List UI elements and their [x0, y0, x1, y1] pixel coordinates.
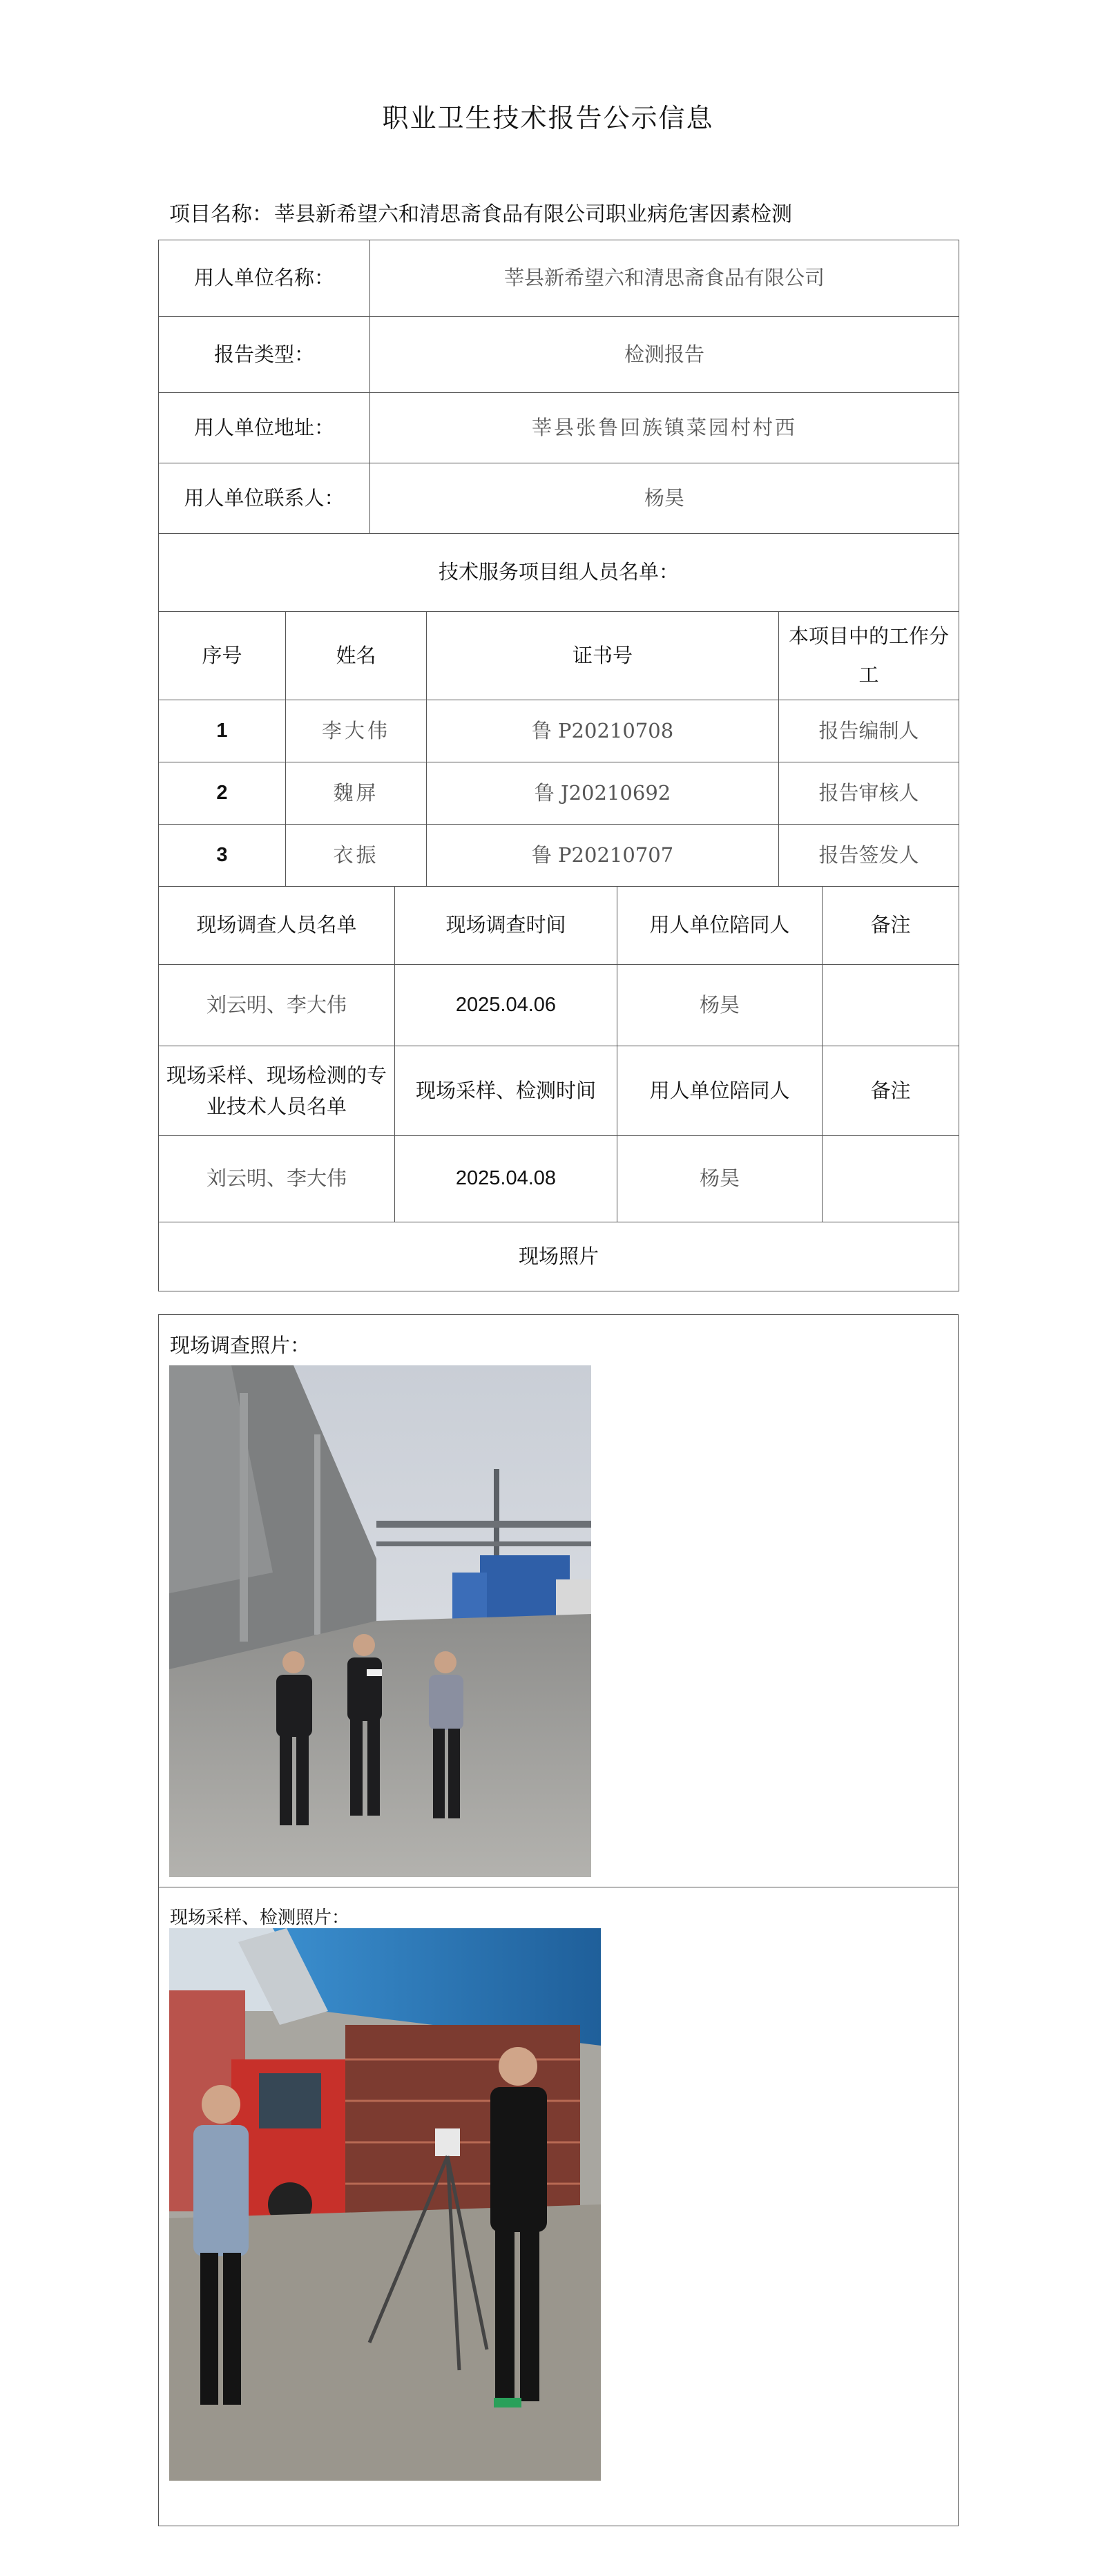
table-row [159, 825, 959, 887]
table-row [159, 534, 959, 612]
table-header-row [159, 1046, 959, 1136]
photos-box [158, 1314, 959, 2526]
contact-value: 杨昊 [370, 463, 959, 534]
survey-note [823, 965, 959, 1046]
sampling-header-date: 现场采样、检测时间 [395, 1046, 617, 1136]
staff-name: 衣振 [286, 825, 427, 887]
staff-no: 2 [159, 762, 286, 825]
sampling-people: 刘云明、李大伟 [159, 1136, 395, 1222]
report-type-label: 报告类型： [159, 317, 370, 393]
staff-section-title: 技术服务项目组人员名单： [159, 534, 959, 612]
survey-header-date: 现场调查时间 [395, 887, 617, 965]
staff-header-cert: 证书号 [427, 612, 779, 700]
survey-header-companion: 用人单位陪同人 [617, 887, 823, 965]
staff-role: 报告审核人 [779, 762, 959, 825]
table-row [159, 700, 959, 762]
survey-header-people: 现场调查人员名单 [159, 887, 395, 965]
staff-role: 报告编制人 [779, 700, 959, 762]
staff-header-no: 序号 [159, 612, 286, 700]
survey-table [158, 886, 959, 1291]
staff-table [158, 611, 959, 887]
staff-cert: 鲁 P20210708 [427, 700, 779, 762]
contact-label: 用人单位联系人： [159, 463, 370, 534]
report-type-value: 检测报告 [370, 317, 959, 393]
photos-section-title: 现场照片 [159, 1222, 959, 1291]
staff-role: 报告签发人 [779, 825, 959, 887]
employer-name-label: 用人单位名称： [159, 240, 370, 317]
table-row [159, 762, 959, 825]
project-name-line [169, 197, 792, 227]
staff-header-name: 姓名 [286, 612, 427, 700]
survey-people: 刘云明、李大伟 [159, 965, 395, 1046]
page-title: 职业卫生技术报告公示信息 [382, 103, 714, 133]
staff-no: 3 [159, 825, 286, 887]
project-name-label: 项目名称： [169, 202, 273, 227]
sampling-note [823, 1136, 959, 1222]
sampling-photo-caption: 现场采样、检测照片： [170, 1907, 350, 1928]
employer-info-table [158, 240, 959, 612]
staff-header-role: 本项目中的工作分工 [779, 612, 959, 700]
table-row [159, 240, 959, 317]
table-row [159, 1136, 959, 1222]
staff-cert: 鲁 P20210707 [427, 825, 779, 887]
employer-name-value: 莘县新希望六和清思斋食品有限公司 [370, 240, 959, 317]
survey-header-note: 备注 [823, 887, 959, 965]
table-row [159, 965, 959, 1046]
sampling-date: 2025.04.08 [395, 1136, 617, 1222]
table-row [159, 463, 959, 534]
address-label: 用人单位地址： [159, 393, 370, 463]
staff-name: 李大伟 [286, 700, 427, 762]
sampling-header-people: 现场采样、现场检测的专业技术人员名单 [159, 1046, 395, 1136]
table-row [159, 1222, 959, 1291]
sampling-header-note: 备注 [823, 1046, 959, 1136]
sampling-photo [169, 1928, 601, 2481]
survey-photo [169, 1365, 591, 1877]
table-header-row [159, 612, 959, 700]
address-value: 莘县张鲁回族镇菜园村村西 [370, 393, 959, 463]
table-row [159, 393, 959, 463]
survey-photo-caption: 现场调查照片： [170, 1334, 311, 1357]
sampling-header-companion: 用人单位陪同人 [617, 1046, 823, 1136]
table-header-row [159, 887, 959, 965]
staff-cert: 鲁 J20210692 [427, 762, 779, 825]
sampling-companion: 杨昊 [617, 1136, 823, 1222]
survey-companion: 杨昊 [617, 965, 823, 1046]
staff-name: 魏屏 [286, 762, 427, 825]
table-row [159, 317, 959, 393]
survey-date: 2025.04.06 [395, 965, 617, 1046]
project-name-value: 莘县新希望六和清思斋食品有限公司职业病危害因素检测 [274, 202, 792, 227]
staff-no: 1 [159, 700, 286, 762]
